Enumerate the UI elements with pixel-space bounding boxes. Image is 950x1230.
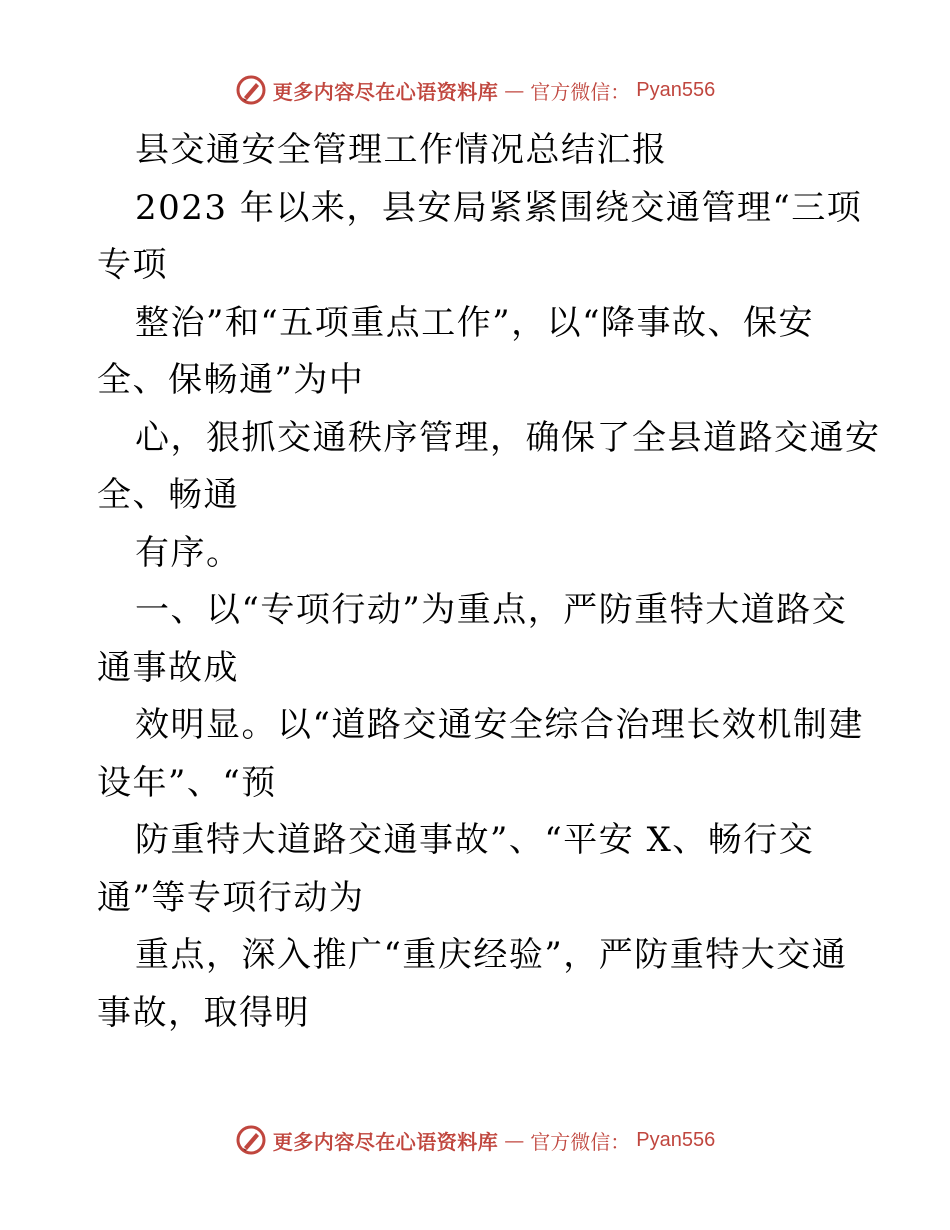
text-line: 2023 年以来，县安局紧紧围绕交通管理“三项: [135, 187, 863, 228]
section-heading-line: 一、以“专项行动”为重点，严防重特大道路交: [135, 590, 848, 630]
watermark-text: 更多内容尽在心语资料库: [272, 79, 499, 104]
footer-watermark: [0, 1120, 950, 1160]
watermark-dash: —: [504, 1128, 525, 1152]
text-line: 通”等专项行动为: [97, 877, 365, 918]
pen-logo-icon: [235, 74, 267, 106]
watermark-wechat-label: 官方微信：: [530, 79, 631, 104]
text-line: 全、保畅通”为中: [97, 360, 365, 400]
text-line: 事故，取得明: [97, 992, 310, 1033]
watermark-dash: —: [504, 78, 525, 102]
text-line: 效明显。以“道路交通安全综合治理长效机制建: [135, 705, 864, 745]
text-line: 心，狠抓交通秩序管理，确保了全县道路交通安: [135, 417, 881, 458]
text-line: 专项: [97, 245, 168, 285]
watermark-wechat-id: Pyan556: [636, 1128, 716, 1151]
text-line: 通事故成: [97, 647, 239, 688]
pen-logo-icon: [235, 1124, 267, 1156]
text-line: 全、畅通: [97, 475, 239, 515]
header-watermark: [0, 70, 950, 110]
watermark-wechat-label: 官方微信：: [530, 1129, 631, 1154]
text-line: 设年”、“预: [97, 762, 277, 803]
text-line: 整治”和“五项重点工作”，以“降事故、保安: [135, 302, 815, 343]
watermark-wechat-id: Pyan556: [636, 78, 716, 101]
watermark-text: 更多内容尽在心语资料库: [272, 1129, 499, 1154]
text-line: 有序。: [135, 532, 242, 573]
document-title: 县交通安全管理工作情况总结汇报: [135, 130, 668, 170]
text-line: 重点，深入推广“重庆经验”，严防重特大交通: [135, 935, 848, 975]
watermark-group: [235, 1124, 715, 1156]
watermark-group: [235, 74, 715, 106]
document-body: [97, 122, 881, 1042]
text-line: 防重特大道路交通事故”、“平安 X、畅行交: [135, 820, 815, 860]
